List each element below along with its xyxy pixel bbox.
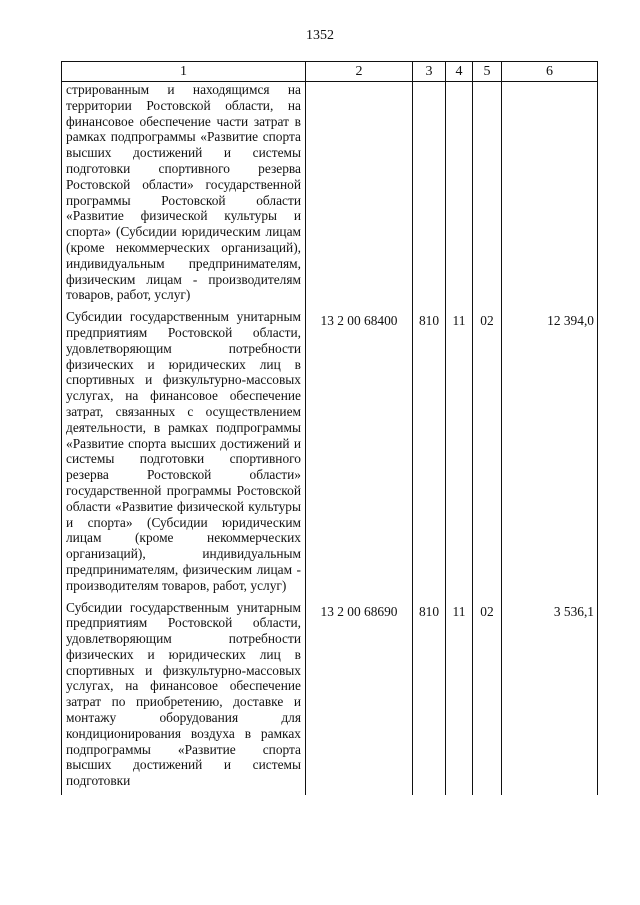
column-header: 3 <box>413 62 446 82</box>
row-description: Субсидии государственным унитарным предприятиям Ростовской области, удовлетворяющим потребности физических и юридических лиц в спортивных и физкультурно-массовых услугах, на финансовое обеспечение затрат по приобретению, доставке и монтажу оборудования для кондиционирования воздуха в рамках подпрограммы «Развитие спорта высших достижений и системы подготовки <box>62 600 306 796</box>
row-expense-type: 810 <box>413 600 446 796</box>
budget-table <box>61 61 598 795</box>
row-section: 11 <box>446 309 473 599</box>
column-header: 2 <box>306 62 413 82</box>
row-expense-type: 810 <box>413 309 446 599</box>
column-header: 1 <box>62 62 306 82</box>
table-row <box>62 82 598 310</box>
row-target-code <box>306 82 413 310</box>
row-amount <box>502 82 598 310</box>
row-description: стрированным и находящимся на территории Ростовской области, на финансовое обеспечение части затрат в рамках подпрограммы «Развитие спорта высших достижений и системы подготовки спортивного резерва Ростовской области» государственной программы Ростовской области «Развитие физической культуры и спорта» (Субсидии юридическим лицам (кроме некоммерческих организаций), индивидуальным предпринимателям, физическим лицам - производителям товаров, работ, услуг) <box>62 82 306 310</box>
row-subsection <box>473 82 502 310</box>
table-header-row <box>62 62 598 82</box>
column-header: 5 <box>473 62 502 82</box>
table-row <box>62 600 598 796</box>
row-target-code: 13 2 00 68690 <box>306 600 413 796</box>
column-header: 4 <box>446 62 473 82</box>
row-target-code: 13 2 00 68400 <box>306 309 413 599</box>
row-section <box>446 82 473 310</box>
row-amount: 12 394,0 <box>502 309 598 599</box>
row-subsection: 02 <box>473 309 502 599</box>
row-section: 11 <box>446 600 473 796</box>
row-description: Субсидии государственным унитарным предприятиям Ростовской области, удовлетворяющим потребности физических и юридических лиц в спортивных и физкультурно-массовых услугах, на финансовое обеспечение затрат, связанных с осуществлением деятельности, в рамках подпрограммы «Развитие спорта высших достижений и системы подготовки спортивного резерва Ростовской области» государственной программы Ростовской области «Развитие физической культуры и спорта» (Субсидии юридическим лицам (кроме некоммерческих организаций), индивидуальным предпринимателям, физическим лицам - производителям товаров, работ, услуг) <box>62 309 306 599</box>
column-header: 6 <box>502 62 598 82</box>
table-row <box>62 309 598 599</box>
page-number: 1352 <box>306 28 334 43</box>
row-expense-type <box>413 82 446 310</box>
row-subsection: 02 <box>473 600 502 796</box>
row-amount: 3 536,1 <box>502 600 598 796</box>
